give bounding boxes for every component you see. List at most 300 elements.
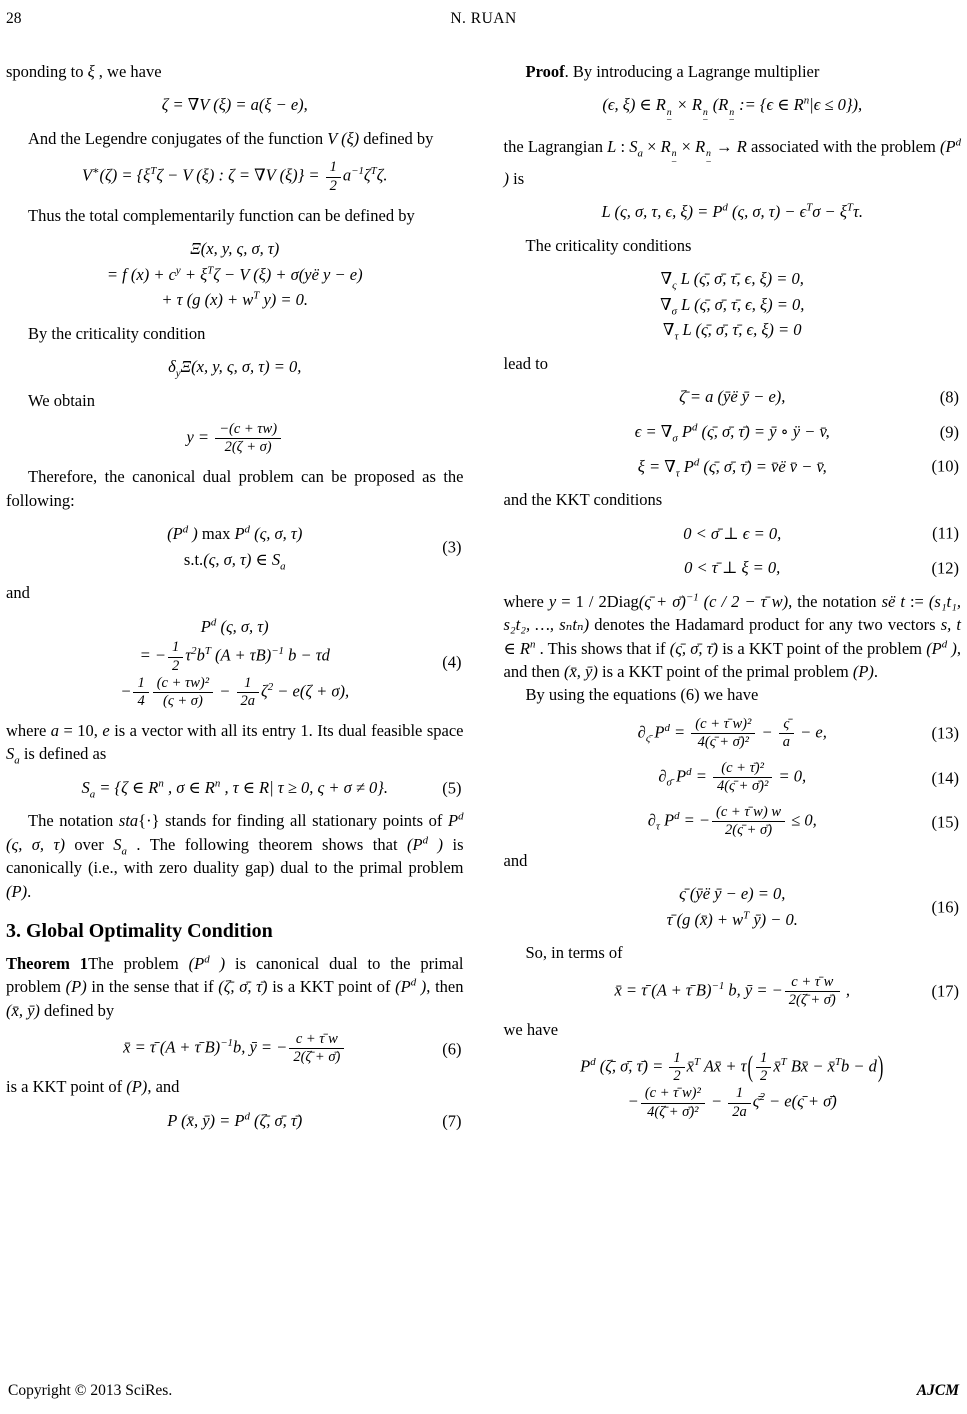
superscript: d	[722, 201, 728, 214]
superscript: T	[207, 264, 214, 277]
fraction-numerator: 1	[133, 675, 148, 693]
text-run: + τ (g (x) + w	[161, 290, 254, 310]
text-run: is a vector with all its entry 1. Its dual feasible space	[109, 720, 464, 740]
text-run: (ς̄, σ̄, τ̄) = v̄ë v̄ − v̄,	[699, 456, 827, 476]
equation-line	[6, 262, 464, 288]
text-run: − e(ς̄ + σ̄)	[764, 1091, 837, 1111]
equation	[504, 419, 962, 445]
equation	[504, 555, 962, 581]
superscript: d	[664, 721, 670, 734]
fraction	[326, 159, 341, 194]
text-run: y =	[186, 427, 214, 447]
superscript: 2	[759, 1091, 765, 1104]
text-run: P	[659, 810, 675, 830]
big-paren: )	[877, 1048, 884, 1083]
math-text: )	[420, 977, 427, 997]
text-run: (ζ) = {ξ	[99, 165, 151, 185]
math-text: (ζ̄, σ̄, τ̄)	[218, 977, 268, 997]
fraction-numerator: ς̄	[779, 716, 794, 734]
superscript: −1	[351, 165, 364, 178]
text-run: And the Legendre conjugates of the function	[28, 128, 328, 148]
text-run: , σ ∈ R	[163, 777, 215, 797]
fraction-numerator: (c + τ̄ w) w	[712, 804, 785, 822]
paragraph	[6, 322, 464, 345]
stack-subscript: −	[702, 115, 709, 127]
text-run: , and	[147, 1077, 180, 1097]
text-run: , τ ∈ R| τ ≥ 0, ς + σ ≠ 0}.	[220, 777, 389, 797]
superscript: −1	[711, 979, 725, 992]
text-run: = −	[139, 645, 166, 665]
superscript: n	[803, 94, 810, 107]
text-run: (P	[167, 524, 183, 544]
text-run: By the criticality condition	[28, 323, 206, 343]
superscript: n	[214, 777, 221, 790]
fraction-denominator: 4(ς̄ + σ̄)²	[716, 778, 769, 795]
text-run: defined by	[359, 128, 434, 148]
big-paren: (	[747, 1048, 754, 1083]
text-run: (ς, σ, τ)	[249, 524, 303, 544]
text-run: P	[671, 766, 687, 786]
equation-number: (9)	[939, 422, 959, 442]
text-run: where	[503, 591, 549, 611]
subscript: τ	[655, 821, 660, 834]
text-run: (ς, σ, τ)	[216, 616, 269, 636]
equation	[504, 760, 962, 795]
text-run: is a KKT point of the problem	[718, 638, 927, 658]
text-run: = f (x) + c	[106, 264, 176, 284]
fraction	[756, 1050, 771, 1085]
math-text: )	[219, 953, 226, 973]
superscript: −1	[271, 645, 284, 658]
text-run: where	[6, 720, 51, 740]
equation-number: (15)	[931, 812, 959, 832]
fraction	[215, 421, 281, 456]
superscript: d	[422, 834, 429, 847]
text-run: is a KKT point of	[267, 977, 396, 997]
superscript: T	[780, 1056, 787, 1069]
text-run: := {ϵ ∈ R	[735, 95, 804, 115]
text-run: τ.	[852, 202, 863, 222]
text-run: The problem	[88, 953, 189, 973]
math-text: (c / 2 − τ̄ w),	[698, 591, 793, 611]
equation-number: (6)	[442, 1039, 462, 1059]
subscript: σ	[672, 432, 678, 445]
text-run: −	[120, 681, 132, 701]
math-text: L	[607, 136, 617, 156]
superscript: T	[743, 909, 750, 922]
paragraph	[504, 352, 962, 375]
fraction-numerator: (c + τw)²	[153, 675, 213, 693]
equation-line	[504, 266, 962, 292]
equation-line	[504, 555, 962, 581]
text-run: P	[230, 524, 245, 544]
equation	[6, 614, 464, 710]
math-text: e	[102, 720, 110, 740]
math-text: (P	[926, 638, 942, 658]
text-run: , we have	[94, 62, 162, 81]
superscript: T	[834, 1056, 842, 1069]
math-text: (P	[407, 834, 423, 854]
fraction	[779, 716, 794, 751]
equation-line	[6, 1031, 464, 1066]
text-run: over	[64, 834, 114, 854]
fraction-numerator: (c + τ̄ w)²	[691, 716, 755, 734]
text-run: ζ	[363, 165, 371, 185]
text-run: τ	[185, 645, 192, 665]
text-run: ζ = ∇V (ξ) = a(ξ − e),	[161, 95, 308, 115]
fraction	[713, 760, 772, 795]
stack-superscript: n	[702, 106, 708, 118]
fraction-numerator: −(c + τw)	[215, 421, 281, 439]
paragraph	[504, 941, 962, 964]
fraction-numerator: (c + τ̄)²	[713, 760, 772, 778]
fraction-denominator: 2a	[240, 692, 256, 709]
paragraph	[6, 719, 464, 766]
math-text: (x̄, ȳ)	[563, 661, 598, 681]
math-text: (ς̄ + σ̄)	[638, 591, 686, 611]
text-run: 0 < σ̄ ⊥ ϵ = 0,	[683, 523, 782, 543]
text-run: We obtain	[28, 390, 95, 410]
equation	[504, 454, 962, 480]
text-run: = −	[679, 810, 711, 830]
math-text: (ς, σ, τ)	[6, 834, 65, 854]
fraction-denominator: 2	[329, 177, 337, 194]
math-text: (P	[395, 977, 411, 997]
text-run: Therefore, the canonical dual problem can be proposed as the following:	[6, 467, 464, 510]
superscript: T	[806, 201, 813, 214]
paragraph	[6, 809, 464, 903]
fraction	[168, 639, 183, 674]
superscript: d	[182, 523, 189, 536]
superscript: T	[370, 165, 377, 178]
stack-superscript: n	[729, 106, 735, 118]
text-run: the notation	[792, 591, 882, 611]
text-run: S	[81, 777, 90, 797]
text-run: L (ς̄, σ̄, τ̄, ϵ, ξ) = 0,	[677, 294, 805, 314]
text-run: ζ.	[376, 165, 388, 185]
text-run: ∂	[647, 810, 656, 830]
subscript: a	[14, 754, 20, 767]
equation-line	[6, 675, 464, 710]
equation	[6, 92, 464, 118]
fraction-numerator: c + τ̄ w	[785, 974, 840, 992]
equation-line	[6, 287, 464, 313]
fraction	[237, 675, 260, 710]
text-run: P (x̄, ȳ) = P	[167, 1110, 245, 1130]
math-text: (P)	[852, 661, 874, 681]
equation-line	[6, 421, 464, 456]
fraction-numerator: 1	[326, 159, 341, 177]
text-run: ∈	[503, 638, 520, 658]
math-text: S	[6, 744, 15, 764]
fraction	[153, 675, 213, 710]
equation-line	[504, 317, 962, 343]
page-footer	[8, 1380, 959, 1402]
equation-line	[504, 804, 962, 839]
text-run: (A + τB)	[210, 645, 272, 665]
equation-line	[6, 92, 464, 118]
text-run: is a KKT point of the primal problem	[597, 661, 853, 681]
text-run: y) = 0.	[259, 290, 309, 310]
sup-sub-stack	[705, 150, 712, 167]
paragraph	[504, 135, 962, 191]
text-run: −	[215, 681, 235, 701]
superscript: d	[458, 810, 464, 823]
fraction	[691, 716, 755, 751]
text-run: (ς, σ, τ) ∈ S	[203, 549, 281, 569]
text-run: b, ȳ = −	[232, 1037, 288, 1057]
math-text: R	[660, 136, 671, 156]
math-text: (ς̄, σ̄, τ̄)	[669, 638, 719, 658]
subscript: ς̄	[645, 732, 651, 745]
text-run: = 10,	[59, 720, 103, 740]
equation-line	[6, 547, 464, 573]
equation	[504, 1050, 962, 1121]
paragraph	[6, 952, 464, 1022]
text-run: (ϵ, ξ) ∈ R	[602, 95, 666, 115]
equation-line	[504, 1050, 962, 1085]
paragraph	[504, 590, 962, 684]
text-run: (R	[708, 95, 729, 115]
text-run: ȳ) − 0.	[749, 909, 798, 929]
equation-line	[504, 881, 962, 907]
section-heading: 3. Global Optimality Condition	[6, 919, 273, 942]
text-run: + ξ	[180, 264, 208, 284]
text-run: P	[677, 422, 692, 442]
text-run: . The following theorem shows that	[126, 834, 408, 854]
fraction-denominator: 2	[172, 657, 180, 674]
text-run: denotes the Hadamard product for any two vectors	[589, 615, 941, 635]
equation	[504, 716, 962, 751]
superscript: d	[674, 810, 680, 823]
equation-number: (3)	[442, 537, 462, 557]
equation-line	[504, 907, 962, 933]
text-run: −	[627, 1091, 639, 1111]
math-text: P	[447, 811, 459, 831]
text-run: So, in terms of	[525, 943, 623, 963]
text-run: = {ζ ∈ R	[95, 777, 159, 797]
paragraph	[504, 234, 962, 257]
equation-line	[6, 354, 464, 380]
fraction-denominator: a	[782, 733, 790, 750]
text-run: and	[503, 850, 528, 870]
equation-number: (12)	[931, 558, 959, 578]
math-text: (P)	[126, 1077, 148, 1097]
fraction-denominator: 4(ζ̄ + σ̄)²	[647, 1103, 699, 1120]
text-run: (ς, σ, τ) − ϵ	[727, 202, 807, 222]
superscript: 2	[191, 645, 197, 658]
text-run: is canonical dual to the primal problem	[6, 953, 464, 997]
text-run: =	[691, 766, 711, 786]
text-run: and	[6, 583, 30, 603]
equation-line	[504, 384, 962, 410]
text-run: σ − ξ	[812, 202, 847, 222]
equation	[6, 1108, 464, 1134]
text-run: {·} stands for finding all stationary points of	[138, 811, 448, 831]
text-run: sponding to	[6, 62, 88, 81]
paragraph	[504, 488, 962, 511]
equation-line	[6, 159, 464, 194]
equation	[504, 974, 962, 1009]
equation-line	[6, 521, 464, 547]
text-run: Bx̄ − x̄	[786, 1056, 835, 1076]
text-run: b, ȳ = −	[724, 979, 783, 999]
text-run: →	[711, 136, 737, 156]
text-run: ∂	[637, 722, 646, 742]
equation	[6, 421, 464, 456]
text-run: − e(ζ + σ),	[273, 681, 350, 701]
equation	[504, 804, 962, 839]
math-text: ξ	[87, 62, 95, 81]
superscript: d	[244, 1110, 250, 1123]
equation	[504, 266, 962, 343]
equation-number: (7)	[442, 1110, 462, 1130]
fraction-numerator: (c + τ̄ w)²	[641, 1085, 705, 1103]
superscript: n	[529, 638, 536, 651]
paragraph	[6, 389, 464, 412]
math-text: së t	[881, 591, 905, 611]
superscript: y	[175, 264, 181, 277]
text-run: Ξ(x, y, ς, σ, τ)	[190, 239, 280, 259]
text-run: The criticality conditions	[525, 235, 692, 255]
text-run: ∇	[660, 294, 672, 314]
subscript: a	[280, 560, 286, 573]
equation-line	[6, 1108, 464, 1134]
subscript: a	[121, 845, 127, 857]
superscript: n	[158, 777, 164, 790]
superscript: d	[955, 136, 962, 149]
text-run: By using the equations (6) we have	[525, 685, 759, 705]
fraction-numerator: 1	[237, 675, 260, 693]
superscript: T	[693, 1056, 701, 1069]
text-run: Ax̄ + τ	[700, 1056, 747, 1076]
stack-subscript: −	[665, 115, 673, 127]
subscript: σ̄	[666, 776, 672, 789]
text-run: associated with the problem	[746, 136, 940, 156]
equation-line	[504, 974, 962, 1009]
equation-number: (4)	[442, 652, 462, 672]
superscript: T	[150, 165, 157, 178]
roman-text: max	[201, 524, 231, 544]
text-run: x̄	[773, 1056, 781, 1076]
text-run: −	[706, 1091, 727, 1111]
math-text: R	[695, 136, 706, 156]
fraction	[289, 1031, 344, 1066]
text-run: ≤ 0,	[787, 810, 817, 830]
stack-superscript: n	[671, 148, 677, 160]
equation-line	[504, 92, 962, 125]
text-run: )	[188, 524, 202, 544]
equation-number: (13)	[931, 723, 959, 743]
stack-subscript: −	[670, 156, 678, 168]
equation-number: (16)	[931, 896, 959, 916]
equation	[504, 92, 962, 125]
text-run: b − τd	[283, 645, 330, 665]
fraction-numerator: 1	[728, 1085, 751, 1103]
equation-line	[6, 236, 464, 262]
copyright-notice: Copyright © 2013 SciRes.	[8, 1382, 173, 1399]
fraction	[728, 1085, 751, 1120]
fraction-denominator: 2a	[732, 1103, 747, 1120]
paragraph	[6, 204, 464, 227]
math-text: V (ξ)	[327, 128, 360, 148]
equation	[504, 199, 962, 225]
text-run: lead to	[503, 354, 548, 374]
paragraph	[504, 1018, 962, 1041]
text-run: x̄ = τ̄ (A + τ̄ B)	[123, 1037, 221, 1057]
equation-line	[504, 760, 962, 795]
stack-subscript: −	[705, 156, 712, 168]
fraction-numerator: c + τ̄ w	[289, 1031, 344, 1049]
math-text: R	[519, 638, 530, 658]
text-run: (ς̄, σ̄, τ̄) = ȳ ∘ ÿ − v̄,	[697, 422, 830, 442]
text-run: ζ − V (ξ) + σ(yë y − e)	[213, 264, 363, 284]
math-text: R	[736, 136, 747, 156]
text-run: The notation	[28, 811, 119, 831]
fraction	[133, 675, 148, 710]
text-run: we have	[503, 1019, 559, 1039]
math-text: (P)	[6, 881, 28, 901]
text-run: . By introducing a Lagrange multiplier	[564, 62, 820, 81]
math-text: (P)	[65, 977, 87, 997]
superscript: −1	[220, 1037, 233, 1050]
equation	[6, 521, 464, 572]
text-run: .	[873, 661, 879, 681]
equation	[6, 1031, 464, 1066]
text-run: is defined as	[19, 744, 107, 764]
text-run	[210, 954, 220, 973]
text-run: ζ̄ = a (ȳë ȳ − e),	[679, 387, 786, 407]
text-run: (ζ̄, σ̄, τ̄) =	[595, 1056, 668, 1076]
equation-line	[504, 521, 962, 547]
journal-abbrev: AJCM	[916, 1382, 959, 1399]
equation	[6, 775, 464, 801]
page-number: 28	[6, 10, 22, 27]
math-text: )	[437, 834, 444, 854]
text-run: .	[27, 881, 32, 901]
superscript: ∗	[92, 165, 100, 178]
text-run: ∇	[660, 269, 673, 289]
text-run: (ζ̄, σ̄, τ̄)	[249, 1110, 303, 1130]
equation-line	[6, 775, 464, 801]
text-run: Thus the total complementarily function can be defined by	[28, 205, 415, 225]
text-run: P	[679, 456, 694, 476]
math-text: S	[113, 834, 122, 854]
sup-sub-stack	[702, 106, 709, 127]
fraction-denominator: 4	[137, 692, 145, 709]
bold-text: Proof	[525, 62, 565, 81]
left-column	[6, 60, 464, 1142]
text-run: x̄	[686, 1056, 694, 1076]
running-head: N. RUAN	[450, 10, 517, 27]
text-run: δ	[168, 357, 176, 377]
superscript: d	[941, 638, 948, 651]
text-run: ∂	[658, 766, 667, 786]
equation-line	[504, 419, 962, 445]
math-text: y	[548, 591, 557, 611]
fraction	[641, 1085, 705, 1120]
text-run: Ξ(x, y, ς, σ, τ) = 0,	[180, 357, 302, 377]
fraction-denominator: 2(ς̄ + σ̄)	[725, 822, 773, 839]
text-run: = 0,	[774, 766, 807, 786]
subscript: τ	[675, 466, 680, 479]
subscript: σ	[671, 305, 678, 318]
superscript: d	[693, 456, 700, 469]
text-run: ×	[677, 136, 696, 156]
subscript: a	[89, 788, 96, 801]
equation	[504, 881, 962, 932]
math-text: (P	[940, 136, 956, 156]
